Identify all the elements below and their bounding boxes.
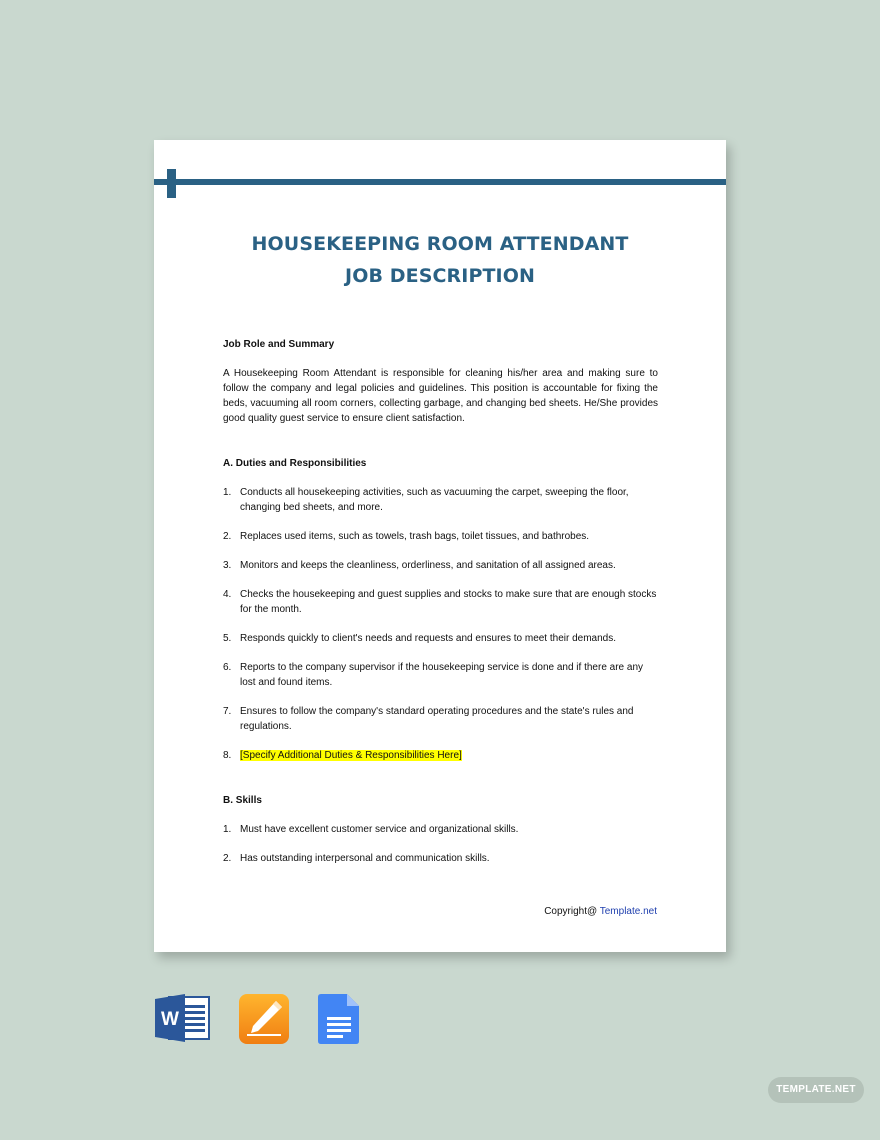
duties-heading: A. Duties and Responsibilities: [223, 458, 367, 469]
list-item: [223, 822, 658, 837]
list-text: Checks the housekeeping and guest supplies and stocks to make sure that are enough stocks for the month.: [240, 589, 657, 615]
document-title: [154, 228, 726, 292]
list-number: 8.: [223, 750, 232, 761]
list-number: 3.: [223, 560, 232, 571]
title-line-1: HOUSEKEEPING ROOM ATTENDANT: [251, 233, 629, 255]
list-number: 6.: [223, 662, 232, 673]
copyright-prefix: Copyright@: [544, 906, 600, 917]
list-number: 1.: [223, 824, 232, 835]
skills-heading: B. Skills: [223, 795, 262, 806]
summary-paragraph: A Housekeeping Room Attendant is responsible for cleaning his/her area and making sure to follow the company and legal policies and guidelines. This position is accountable for fixing the beds, vacuuming all room corners, collecting garbage, and changing bed sheets. He/She provides good quality guest service to ensure client satisfaction.: [223, 368, 658, 424]
list-text: Reports to the company supervisor if the housekeeping service is done and if there are any lost and found items.: [240, 662, 644, 688]
google-docs-icon[interactable]: [318, 993, 360, 1045]
duties-list: [223, 485, 658, 763]
header-rule-marker: [167, 169, 176, 198]
template-net-badge[interactable]: TEMPLATE.NET: [768, 1077, 864, 1103]
list-item: [223, 631, 658, 646]
list-item: [223, 660, 658, 690]
list-item: [223, 748, 658, 763]
duties-section: [223, 456, 658, 763]
list-number: 2.: [223, 853, 232, 864]
title-line-2: JOB DESCRIPTION: [345, 265, 535, 287]
list-number: 7.: [223, 706, 232, 717]
list-text: Has outstanding interpersonal and communication skills.: [240, 853, 490, 864]
list-number: 5.: [223, 633, 232, 644]
list-item: [223, 851, 658, 866]
document-body: [223, 337, 658, 866]
list-text: Monitors and keeps the cleanliness, orderliness, and sanitation of all assigned areas.: [240, 560, 616, 571]
list-item: [223, 704, 658, 734]
summary-heading: Job Role and Summary: [223, 339, 335, 350]
list-number: 4.: [223, 589, 232, 600]
list-text: Ensures to follow the company's standard operating procedures and the state's rules and regulations.: [240, 706, 634, 732]
document-page: [154, 140, 726, 952]
header-rule: [154, 179, 726, 185]
list-item: [223, 529, 658, 544]
skills-list: [223, 822, 658, 866]
pages-icon[interactable]: [238, 993, 290, 1045]
list-text: Conducts all housekeeping activities, such as vacuuming the carpet, sweeping the floor, changing bed sheets, and more.: [240, 487, 629, 513]
template-net-link[interactable]: Template.net: [599, 906, 657, 917]
list-number: 2.: [223, 531, 232, 542]
list-item: [223, 587, 658, 617]
list-text: Responds quickly to client's needs and requests and ensures to meet their demands.: [240, 633, 617, 644]
word-icon-letter: W: [161, 1009, 179, 1030]
list-text: Must have excellent customer service and organizational skills.: [240, 824, 519, 835]
list-item: [223, 558, 658, 573]
list-item: [223, 485, 658, 515]
word-icon[interactable]: [155, 993, 211, 1043]
list-text: Replaces used items, such as towels, trash bags, toilet tissues, and bathrobes.: [240, 531, 590, 542]
skills-section: [223, 793, 658, 866]
placeholder-highlight: [Specify Additional Duties & Responsibilities Here]: [240, 750, 462, 761]
copyright: [544, 906, 657, 917]
list-number: 1.: [223, 487, 232, 498]
